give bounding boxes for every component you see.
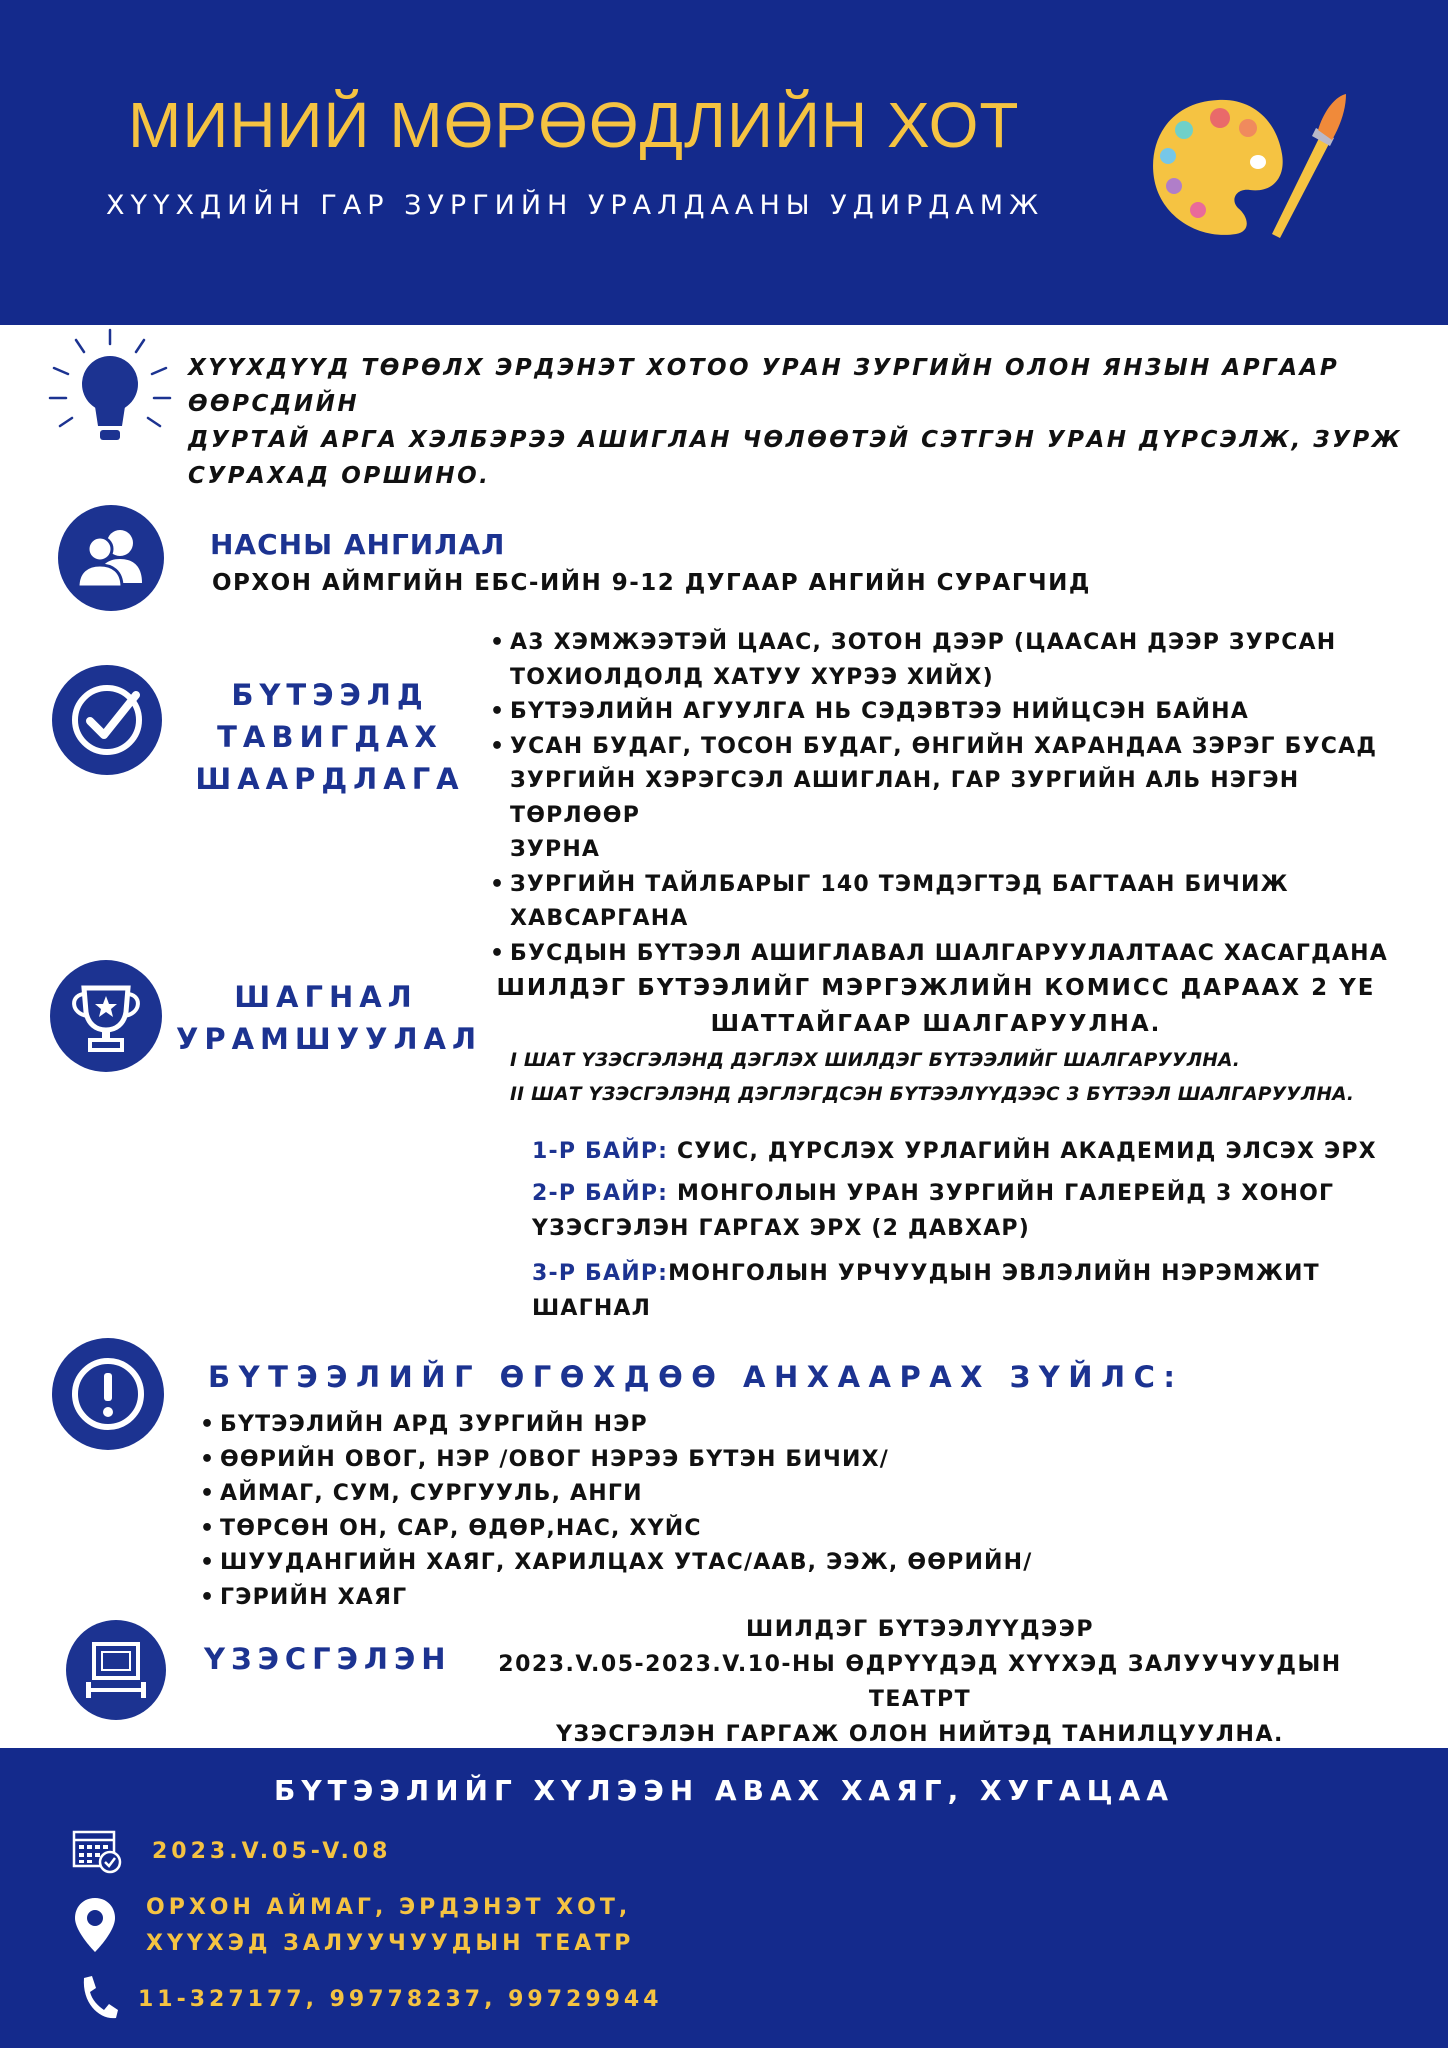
prize-place (532, 1176, 1432, 1246)
prize-step: II ШАТ ҮЗЭСГЭЛЭНД ДЭГЛЭГДСЭН БҮТЭЭЛҮҮДЭЭС 3 БҮТЭЭЛ ШАЛГАРУУЛНА. (510, 1084, 1355, 1105)
list-item-line: • БҮТЭЭЛИЙН АГУУЛГА НЬ СЭДЭВТЭЭ НИЙЦСЭН БАЙНА (510, 699, 1249, 724)
page-subtitle: ХҮҮХДИЙН ГАР ЗУРГИЙН УРАЛДААНЫ УДИРДАМЖ (106, 190, 1045, 221)
list-item: • АЙМАГ, СУМ, СУРГУУЛЬ, АНГИ (200, 1477, 1160, 1512)
list-item-line: ХАВСАРГАНА (510, 906, 689, 931)
list-item (490, 937, 1430, 972)
paint-palette-icon (1148, 92, 1348, 242)
footer-address-line: ОРХОН АЙМАГ, ЭРДЭНЭТ ХОТ, (146, 1895, 632, 1920)
intro-line: ДУРТАЙ АРГА ХЭЛБЭРЭЭ АШИГЛАН ЧӨЛӨӨТЭЙ СЭТГЭН УРАН ДҮРСЭЛЖ, ЗУРЖ (188, 427, 1403, 453)
prize-intro (496, 970, 1376, 1042)
footer-phones: 11-327177, 99778237, 99729944 (138, 1987, 663, 2012)
prize-place (532, 1256, 1432, 1326)
list-item-line: • БУСДЫН БҮТЭЭЛ АШИГЛАВАЛ ШАЛГАРУУЛАЛТААС ХАСАГДАНА (510, 940, 1388, 966)
exhibition-icon-circle (66, 1620, 166, 1720)
prize-icon-circle (50, 960, 162, 1072)
place-label: 2-Р БАЙР: (532, 1181, 669, 1206)
exclamation-icon (52, 1338, 164, 1450)
checkmark-icon (52, 665, 162, 775)
attention-title: БҮТЭЭЛИЙГ ӨГӨХДӨӨ АНХААРАХ ЗҮЙЛС: (208, 1360, 1184, 1394)
light-bulb-icon (46, 326, 174, 454)
age-text: ОРХОН АЙМГИЙН ЕБС-ИЙН 9-12 ДУГААР АНГИЙН СУРАГЧИД (212, 570, 1091, 596)
list-item (490, 730, 1430, 868)
requirements-title (190, 674, 470, 800)
gallery-frame-icon (66, 1620, 166, 1720)
prize-step: I ШАТ ҮЗЭСГЭЛЭНД ДЭГЛЭХ ШИЛДЭГ БҮТЭЭЛИЙГ ШАЛГАРУУЛНА. (510, 1050, 1241, 1071)
requirements-title-line: БҮТЭЭЛД (231, 678, 429, 712)
prize-intro-line: ШИЛДЭГ БҮТЭЭЛИЙГ МЭРГЭЖЛИЙН КОМИСС ДАРААХ 2 ҮЕ (496, 975, 1376, 1001)
place-label: 3-Р БАЙР: (532, 1261, 669, 1286)
place-text: СУИС, ДҮРСЛЭХ УРЛАГИЙН АКАДЕМИД ЭЛСЭХ ЭРХ (677, 1139, 1377, 1164)
list-item-line: ЗУРГИЙН ХЭРЭГСЭЛ АШИГЛАН, ГАР ЗУРГИЙН АЛЬ НЭГЭН ТӨРЛӨӨР (510, 768, 1300, 828)
requirements-title-line: ШААРДЛАГА (195, 762, 465, 796)
exhibition-text (460, 1612, 1380, 1752)
prize-title-line: УРАМШУУЛАЛ (176, 1022, 483, 1056)
place-text: МОНГОЛЫН УРЧУУДЫН ЭВЛЭЛИЙН НЭРЭМЖИТ (668, 1261, 1320, 1286)
prize-title (176, 976, 483, 1060)
prize-place (532, 1134, 1432, 1169)
calendar-icon (72, 1828, 124, 1874)
intro-line: ХҮҮХДҮҮД ТӨРӨЛХ ЭРДЭНЭТ ХОТОО УРАН ЗУРГИЙН ОЛОН ЯНЗЫН АРГААР ӨӨРСДИЙН (188, 355, 1340, 417)
exhibition-line: ШИЛДЭГ БҮТЭЭЛҮҮДЭЭР (746, 1617, 1094, 1642)
place-text: МОНГОЛЫН УРАН ЗУРГИЙН ГАЛЕРЕЙД 3 ХОНОГ (677, 1181, 1335, 1206)
list-item-line: ТОХИОЛДОЛД ХАТУУ ХҮРЭЭ ХИЙХ) (510, 664, 994, 690)
list-item (490, 695, 1430, 730)
exhibition-line: ҮЗЭСГЭЛЭН ГАРГАЖ ОЛОН НИЙТЭД ТАНИЛЦУУЛНА. (556, 1722, 1284, 1747)
list-item-line: • ЗУРГИЙН ТАЙЛБАРЫГ 140 ТЭМДЭГТЭД БАГТААН БИЧИЖ (510, 871, 1289, 897)
list-item-line: ЗУРНА (510, 837, 601, 862)
place-label: 1-Р БАЙР: (532, 1139, 669, 1164)
list-item-line: • УСАН БУДАГ, ТОСОН БУДАГ, ӨНГИЙН ХАРАНДАА ЗЭРЭГ БУСАД (510, 733, 1378, 759)
page-title: МИНИЙ МӨРӨӨДЛИЙН ХОТ (128, 89, 1020, 161)
list-item: • ТӨРСӨН ОН, САР, ӨДӨР,НАС, ХҮЙС (200, 1512, 1160, 1547)
prize-title-line: ШАГНАЛ (234, 980, 418, 1014)
prize-intro-line: ШАТТАЙГААР ШАЛГАРУУЛНА. (710, 1011, 1162, 1037)
list-item-line: • А3 ХЭМЖЭЭТЭЙ ЦААС, ЗОТОН ДЭЭР (ЦААСАН ДЭЭР ЗУРСАН (510, 630, 1337, 655)
footer-date: 2023.V.05-V.08 (152, 1839, 392, 1864)
list-item: • ГЭРИЙН ХАЯГ (200, 1581, 1160, 1616)
footer-address-line: ХҮҮХЭД ЗАЛУУЧУУДЫН ТЕАТР (146, 1931, 635, 1956)
list-item: • ӨӨРИЙН ОВОГ, НЭР /ОВОГ НЭРЭЭ БҮТЭН БИЧИХ/ (200, 1443, 1160, 1478)
requirements-title-line: ТАВИГДАХ (217, 720, 443, 754)
intro-line: СУРАХАД ОРШИНО. (188, 463, 491, 489)
phone-icon (76, 1974, 120, 2022)
footer-address (146, 1890, 634, 1962)
requirements-icon-circle (52, 665, 162, 775)
place-text: ҮЗЭСГЭЛЭН ГАРГАХ ЭРХ (2 ДАВХАР) (532, 1216, 1031, 1241)
list-item (490, 868, 1430, 937)
trophy-icon (50, 960, 162, 1072)
attention-icon-circle (52, 1338, 164, 1450)
people-icon (58, 505, 164, 611)
list-item: • БҮТЭЭЛИЙН АРД ЗУРГИЙН НЭР (200, 1408, 1160, 1443)
exhibition-line: 2023.V.05-2023.V.10-НЫ ӨДРҮҮДЭД ХҮҮХЭД ЗАЛУУЧУУДЫН ТЕАТРТ (498, 1652, 1342, 1712)
age-icon-circle (58, 505, 164, 611)
age-title: НАСНЫ АНГИЛАЛ (210, 528, 506, 561)
exhibition-title: ҮЗЭСГЭЛЭН (204, 1642, 452, 1676)
list-item (490, 626, 1430, 695)
place-text: ШАГНАЛ (532, 1296, 652, 1321)
list-item: • ШУУДАНГИЙН ХАЯГ, ХАРИЛЦАХ УТАС/ААВ, ЭЭЖ, ӨӨРИЙН/ (200, 1546, 1160, 1581)
attention-list (200, 1408, 1160, 1615)
footer-title: БҮТЭЭЛИЙГ ХҮЛЭЭН АВАХ ХАЯГ, ХУГАЦАА (274, 1774, 1174, 1807)
requirements-list (490, 626, 1430, 971)
intro-text (188, 350, 1418, 494)
location-pin-icon (72, 1896, 118, 1954)
